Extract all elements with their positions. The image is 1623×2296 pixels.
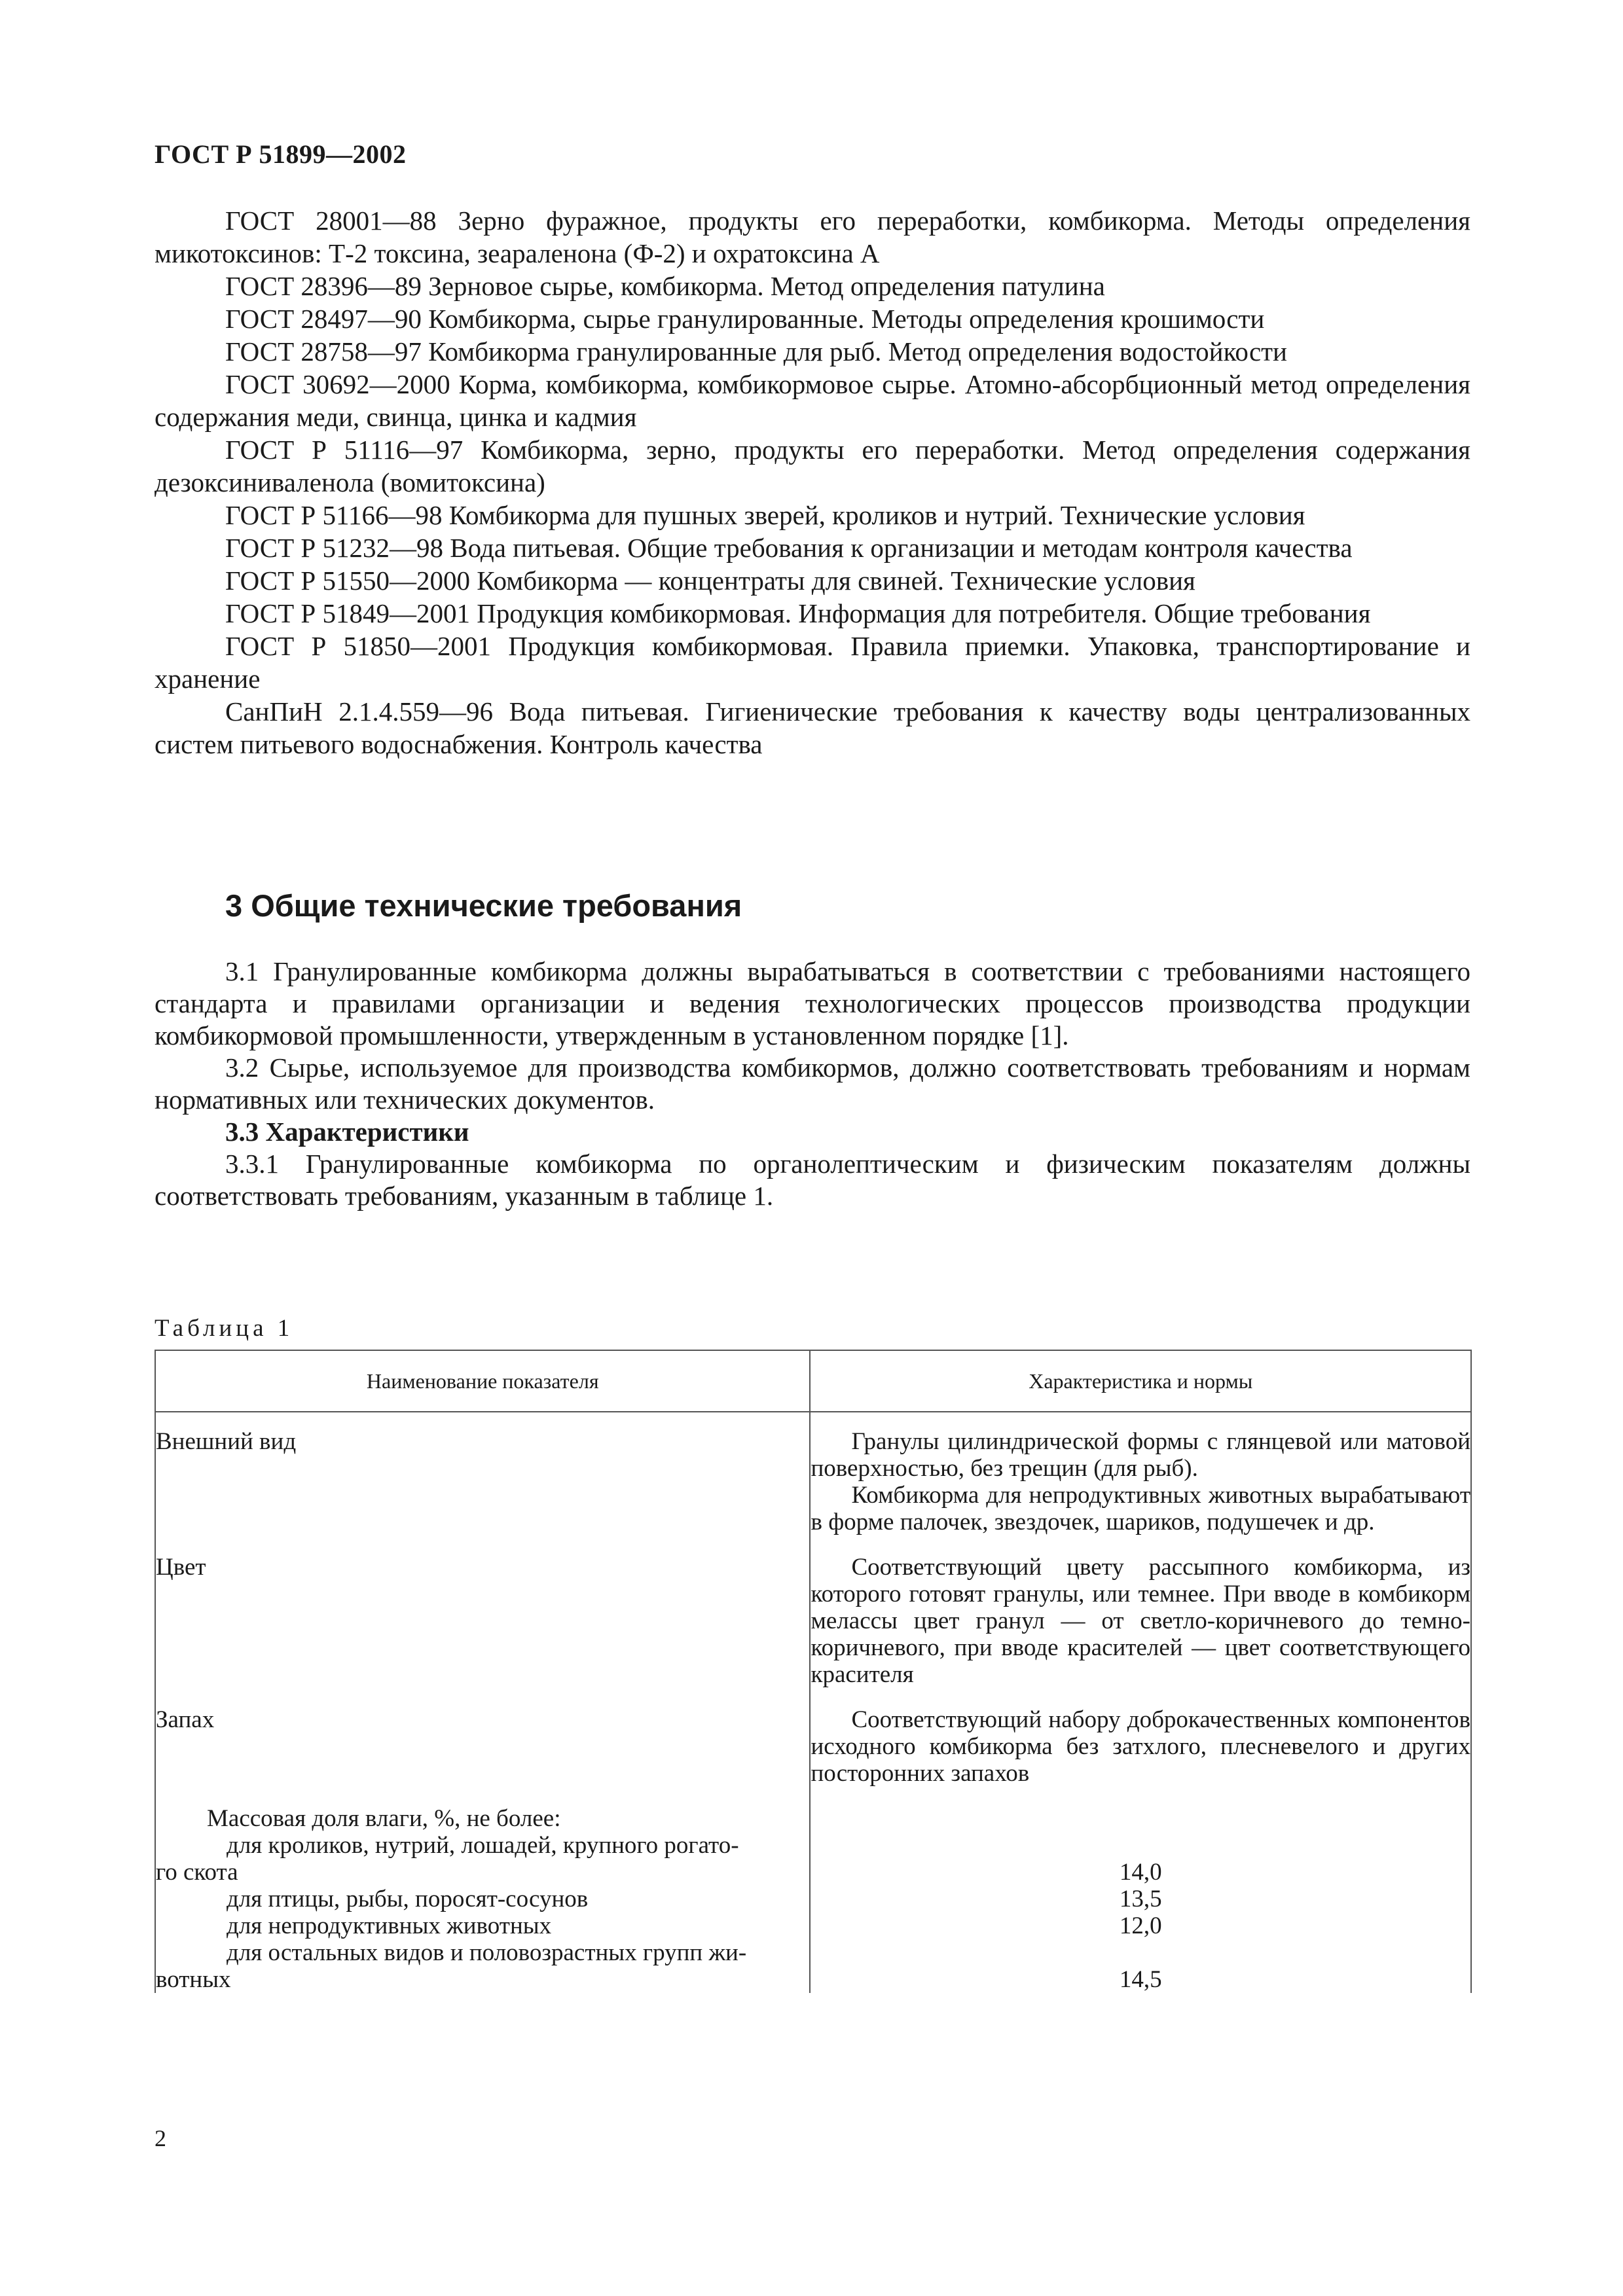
moisture-item-value: 14,5: [1119, 1966, 1162, 1993]
paragraph-3-1: 3.1 Гранулированные комбикорма должны вырабатываться в соответствии с требованиями настоящего стандарта и правилами организации и ведения технологических процессов производства продукции комбикормовой промышленности, утвержденным в установленном порядке [1].: [155, 956, 1470, 1050]
moisture-item-value: 13,5: [1119, 1886, 1162, 1912]
moisture-item-label: для остальных видов и половозрастных групп жи-: [227, 1939, 747, 1966]
table-row: [155, 1805, 1471, 1993]
table-cell-value: [810, 1554, 1471, 1688]
reference-item: ГОСТ Р 51550—2000 Комбикорма — концентраты для свиней. Технические условия: [225, 565, 1195, 596]
moisture-item-label-wrap: го скота: [156, 1859, 238, 1886]
paragraph-3-2: 3.2 Сырье, используемое для производства комбикормов, должно соответствовать требованиям и нормам нормативных или технических документов.: [155, 1052, 1470, 1115]
table-row: [155, 1706, 1471, 1787]
reference-item: ГОСТ Р 51849—2001 Продукция комбикормовая. Информация для потребителя. Общие требования: [225, 598, 1371, 628]
moisture-item-label: для птицы, рыбы, поросят-сосунов: [227, 1886, 589, 1912]
table-cell-name: [155, 1805, 810, 1993]
moisture-item-value: 14,0: [1119, 1859, 1162, 1886]
document-header-title: ГОСТ Р 51899—2002: [155, 139, 407, 169]
reference-item: ГОСТ Р 51232—98 Вода питьевая. Общие требования к организации и методам контроля качества: [225, 533, 1353, 563]
table-row-gap: [155, 1688, 1471, 1706]
appearance-value-p1: Гранулы цилиндрической формы с глянцевой или матовой поверхностью, без трещин (для рыб).: [811, 1428, 1470, 1482]
moisture-item-label-wrap: вотных: [156, 1966, 231, 1993]
table-caption: Таблица 1: [155, 1315, 294, 1342]
table-row: [155, 1554, 1471, 1688]
paragraph-3-3-1: 3.3.1 Гранулированные комбикорма по органолептическим и физическим показателям должны соответствовать требованиям, указанным в таблице 1.: [155, 1149, 1470, 1211]
page-number: 2: [155, 2125, 166, 2151]
table-row: [155, 1412, 1471, 1535]
reference-item: ГОСТ 28497—90 Комбикорма, сырье гранулированные. Методы определения крошимости: [225, 304, 1265, 334]
table-row-gap: [155, 1535, 1471, 1554]
table-header-value: Характеристика и нормы: [810, 1350, 1471, 1412]
reference-item: ГОСТ Р 51116—97 Комбикорма, зерно, продукты его переработки. Метод определения содержания дезоксиниваленола (вомитоксина): [155, 435, 1470, 497]
section-heading: 3 Общие технические требования: [225, 888, 742, 923]
reference-item: СанПиН 2.1.4.559—96 Вода питьевая. Гигиенические требования к качеству воды централизованных систем питьевого водоснабжения. Контроль качества: [155, 696, 1470, 759]
moisture-item-label: для непродуктивных животных: [227, 1912, 552, 1939]
table-header-row: [155, 1350, 1471, 1412]
appearance-value-p2: Комбикорма для непродуктивных животных вырабатывают в форме палочек, звездочек, шариков, подушечек и др.: [811, 1482, 1470, 1535]
moisture-item-value: 12,0: [1119, 1912, 1162, 1939]
normative-references-list: [155, 204, 1470, 761]
table-cell-name: Внешний вид: [155, 1412, 810, 1535]
smell-value: Соответствующий набору доброкачественных компонентов исходного комбикорма без затхлого, плесневелого и других посторонних запахов: [811, 1706, 1470, 1787]
reference-item: ГОСТ 28758—97 Комбикорма гранулированные для рыб. Метод определения водостойкости: [225, 336, 1288, 367]
moisture-title: Массовая доля влаги, %, не более:: [207, 1805, 561, 1832]
reference-item: ГОСТ Р 51166—98 Комбикорма для пушных зверей, кроликов и нутрий. Технические условия: [225, 500, 1305, 530]
subheading-3-3: 3.3 Характеристики: [225, 1117, 469, 1147]
table-cell-value: [810, 1805, 1471, 1993]
moisture-item-label: для кроликов, нутрий, лошадей, крупного рогато-: [227, 1832, 739, 1859]
table-cell-value: [810, 1412, 1471, 1535]
reference-item: ГОСТ 28396—89 Зерновое сырье, комбикорма. Метод определения патулина: [225, 271, 1105, 301]
section-body: [155, 956, 1470, 1212]
reference-item: ГОСТ Р 51850—2001 Продукция комбикормовая. Правила приемки. Упаковка, транспортирование и хранение: [155, 631, 1470, 694]
reference-item: ГОСТ 30692—2000 Корма, комбикорма, комбикормовое сырье. Атомно-абсорбционный метод определения содержания меди, свинца, цинка и кадмия: [155, 369, 1470, 432]
color-value: Соответствующий цвету рассыпного комбикорма, из которого готовят гранулы, или темнее. При вводе в комбикорм мелассы цвет гранул — от светло-коричневого до темно-коричневого, при вводе красителей — цвет соответствующего красителя: [811, 1554, 1470, 1688]
table-cell-name: Цвет: [155, 1554, 810, 1688]
table-cell-value: [810, 1706, 1471, 1787]
characteristics-table: [155, 1350, 1472, 1993]
table-header-name: Наименование показателя: [155, 1350, 810, 1412]
reference-item: ГОСТ 28001—88 Зерно фуражное, продукты его переработки, комбикорма. Методы определения микотоксинов: Т-2 токсина, зеараленона (Ф-2) и охратоксина А: [155, 206, 1470, 268]
table-row-gap: [155, 1787, 1471, 1805]
table-cell-name: Запах: [155, 1706, 810, 1787]
